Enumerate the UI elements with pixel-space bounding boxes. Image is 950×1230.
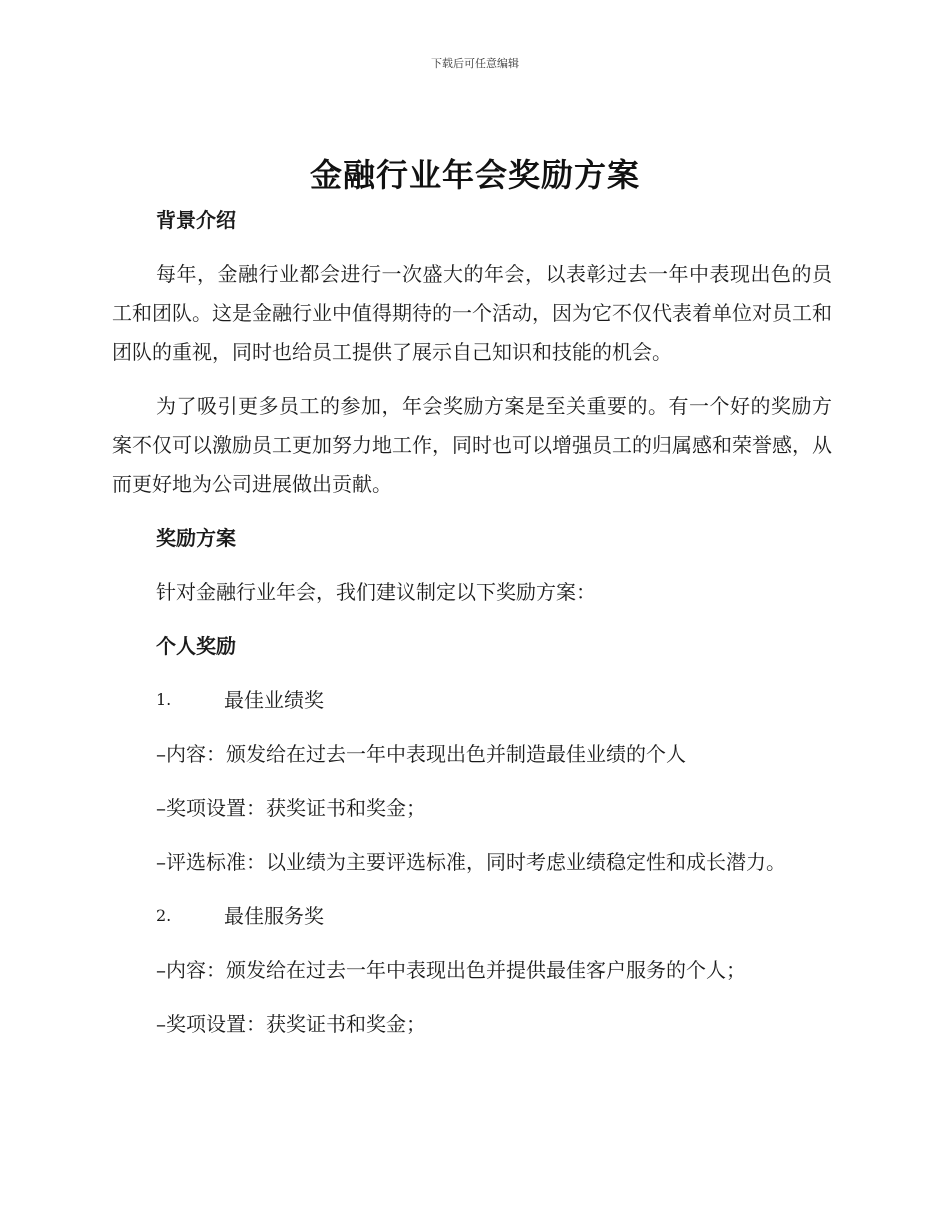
background-paragraph-2: 为了吸引更多员工的参加，年会奖励方案是至关重要的。有一个好的奖励方案不仅可以激励员工更加努力地工作，同时也可以增强员工的归属感和荣誉感，从而更好地为公司进展做出贡献。 [112,394,832,496]
background-paragraph-1: 每年，金融行业都会进行一次盛大的年会，以表彰过去一年中表现出色的员工和团队。这是金融行业中值得期待的一个活动，因为它不仅代表着单位对员工和团队的重视，同时也给员工提供了展示自己知识和技能的机会。 [112,262,832,364]
award-1-number: 1. [156,690,172,709]
award-2-title [112,896,832,936]
background-heading: 背景介绍 [156,208,236,232]
award-1-name: 最佳业绩奖 [224,688,324,712]
award-1-criteria: –评选标准：以业绩为主要评选标准，同时考虑业绩稳定性和成长潜力。 [156,850,786,874]
award-2-content: –内容：颁发给在过去一年中表现出色并提供最佳客户服务的个人； [156,958,746,982]
plan-intro: 针对金融行业年会，我们建议制定以下奖励方案： [156,580,596,604]
page-title: 金融行业年会奖励方案 [309,156,640,194]
individual-heading: 个人奖励 [156,634,236,658]
document-body [112,200,832,1044]
award-2-setting: –奖项设置：获奖证书和奖金； [156,1012,426,1036]
award-2-number: 2. [156,906,172,925]
award-2-name: 最佳服务奖 [224,904,324,928]
plan-heading: 奖励方案 [156,526,236,550]
award-1-title [112,680,832,720]
header-note: 下载后可任意编辑 [431,57,519,70]
award-1-setting: –奖项设置：获奖证书和奖金； [156,796,426,820]
award-1-content: –内容：颁发给在过去一年中表现出色并制造最佳业绩的个人 [156,742,686,766]
